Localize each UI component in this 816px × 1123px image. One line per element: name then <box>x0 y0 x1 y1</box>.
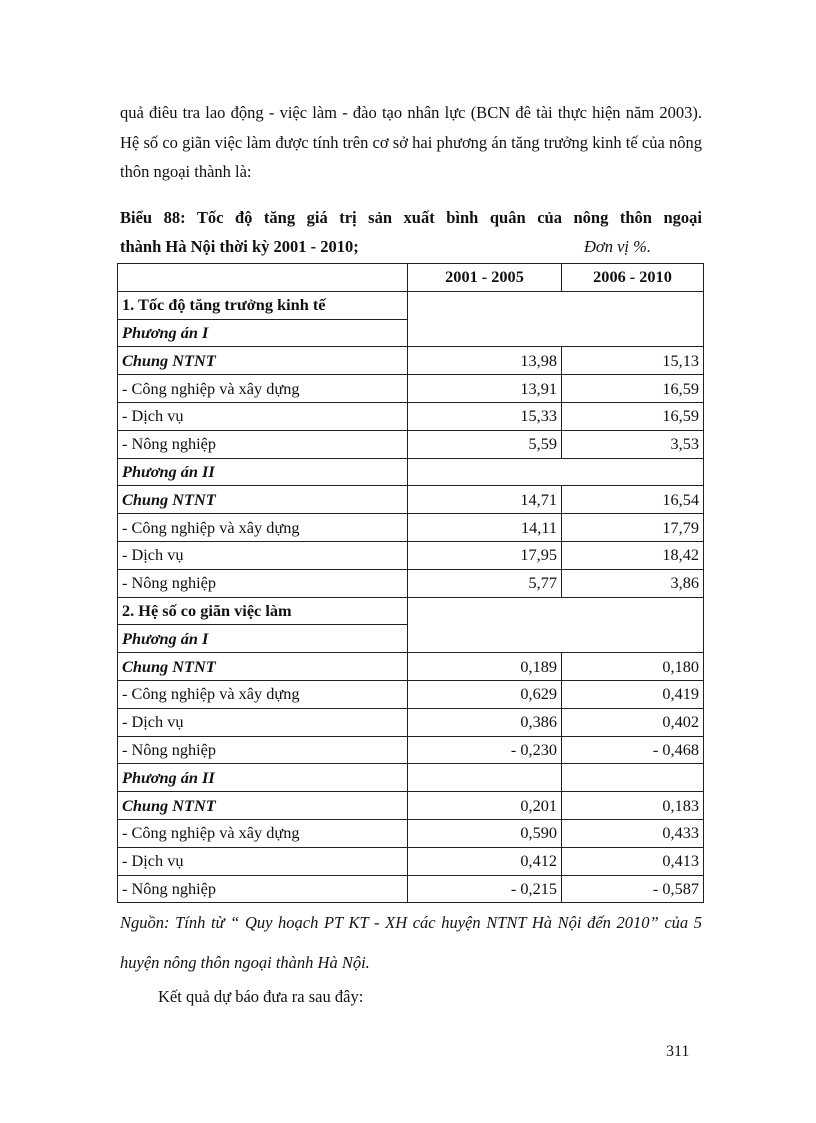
option-row <box>118 458 704 486</box>
blank-cell <box>408 291 704 347</box>
table-title-line1: Biểu 88: Tốc độ tăng giá trị sản xuất bình quân của nông thôn ngoại <box>120 208 702 227</box>
row-label: - Nông nghiệp <box>118 875 408 903</box>
row-label: - Công nghiệp và xây dựng <box>118 680 408 708</box>
value-cell: 16,59 <box>562 375 704 403</box>
table-row <box>118 569 704 597</box>
table-row <box>118 875 704 903</box>
table-row <box>118 486 704 514</box>
value-cell: - 0,468 <box>562 736 704 764</box>
value-cell: 0,402 <box>562 708 704 736</box>
table-title-line2 <box>120 232 702 261</box>
table-row <box>118 541 704 569</box>
table-row <box>118 708 704 736</box>
blank-cell <box>562 764 704 792</box>
value-cell: - 0,215 <box>408 875 562 903</box>
table-row <box>118 347 704 375</box>
table-row <box>118 680 704 708</box>
header-label <box>118 264 408 292</box>
table-row <box>118 792 704 820</box>
conclusion-text: Kết quả dự báo đưa ra sau đây: <box>158 987 364 1006</box>
section-title: 2. Hệ số co giãn việc làm <box>118 597 408 625</box>
option-label: Phương án I <box>118 319 408 347</box>
value-cell: - 0,230 <box>408 736 562 764</box>
value-cell: 0,386 <box>408 708 562 736</box>
blank-cell <box>408 458 704 486</box>
value-cell: 15,33 <box>408 402 562 430</box>
value-cell: 0,629 <box>408 680 562 708</box>
row-label: Chung NTNT <box>118 347 408 375</box>
table-row <box>118 736 704 764</box>
value-cell: 16,59 <box>562 402 704 430</box>
value-cell: 0,201 <box>408 792 562 820</box>
table-title-line2-text: thành Hà Nội thời kỳ 2001 - 2010; <box>120 237 359 256</box>
row-label: - Công nghiệp và xây dựng <box>118 375 408 403</box>
table-row <box>118 430 704 458</box>
row-label: Chung NTNT <box>118 486 408 514</box>
table-row <box>118 402 704 430</box>
row-label: - Dịch vụ <box>118 541 408 569</box>
table-row <box>118 653 704 681</box>
header-period-1: 2001 - 2005 <box>408 264 562 292</box>
value-cell: 5,59 <box>408 430 562 458</box>
table-unit: Đơn vị %. <box>584 237 651 256</box>
value-cell: 0,412 <box>408 847 562 875</box>
section-row <box>118 291 704 319</box>
value-cell: 16,54 <box>562 486 704 514</box>
page-number: 311 <box>666 1043 690 1060</box>
row-label: - Công nghiệp và xây dựng <box>118 819 408 847</box>
value-cell: 0,413 <box>562 847 704 875</box>
table-row <box>118 819 704 847</box>
blank-cell <box>408 764 562 792</box>
value-cell: 17,79 <box>562 514 704 542</box>
value-cell: 13,98 <box>408 347 562 375</box>
header-period-2: 2006 - 2010 <box>562 264 704 292</box>
value-cell: 14,11 <box>408 514 562 542</box>
value-cell: 0,180 <box>562 653 704 681</box>
section-row <box>118 597 704 625</box>
option-label: Phương án II <box>118 458 408 486</box>
value-cell: 17,95 <box>408 541 562 569</box>
option-row <box>118 764 704 792</box>
value-cell: 5,77 <box>408 569 562 597</box>
row-label: - Dịch vụ <box>118 402 408 430</box>
row-label: - Dịch vụ <box>118 847 408 875</box>
value-cell: 0,419 <box>562 680 704 708</box>
table-row <box>118 375 704 403</box>
value-cell: 0,189 <box>408 653 562 681</box>
table-header-row <box>118 264 704 292</box>
data-table <box>117 263 704 903</box>
value-cell: 18,42 <box>562 541 704 569</box>
blank-cell <box>408 597 704 653</box>
value-cell: 0,433 <box>562 819 704 847</box>
table-row <box>118 847 704 875</box>
row-label: - Nông nghiệp <box>118 569 408 597</box>
intro-paragraph: quả điêu tra lao động - việc làm - đào tạo nhân lực (BCN đê tài thực hiện năm 2003). Hệ số co giãn việc làm được tính trên cơ sở hai phương án tăng trưởng kinh tế của nông thôn ngoại thành là: <box>120 103 702 181</box>
value-cell: 15,13 <box>562 347 704 375</box>
source-note: Nguồn: Tính từ “ Quy hoạch PT KT - XH các huyện NTNT Hà Nội đến 2010” của 5 huyện nông thôn ngoại thành Hà Nội. <box>120 913 702 972</box>
option-label: Phương án I <box>118 625 408 653</box>
value-cell: 0,183 <box>562 792 704 820</box>
row-label: - Nông nghiệp <box>118 430 408 458</box>
row-label: Chung NTNT <box>118 653 408 681</box>
value-cell: 3,53 <box>562 430 704 458</box>
value-cell: 13,91 <box>408 375 562 403</box>
row-label: Chung NTNT <box>118 792 408 820</box>
value-cell: - 0,587 <box>562 875 704 903</box>
row-label: - Nông nghiệp <box>118 736 408 764</box>
row-label: - Công nghiệp và xây dựng <box>118 514 408 542</box>
row-label: - Dịch vụ <box>118 708 408 736</box>
value-cell: 14,71 <box>408 486 562 514</box>
table-row <box>118 514 704 542</box>
value-cell: 3,86 <box>562 569 704 597</box>
value-cell: 0,590 <box>408 819 562 847</box>
section-title: 1. Tốc độ tăng trưởng kinh tế <box>118 291 408 319</box>
table-title <box>120 203 702 261</box>
option-label: Phương án II <box>118 764 408 792</box>
